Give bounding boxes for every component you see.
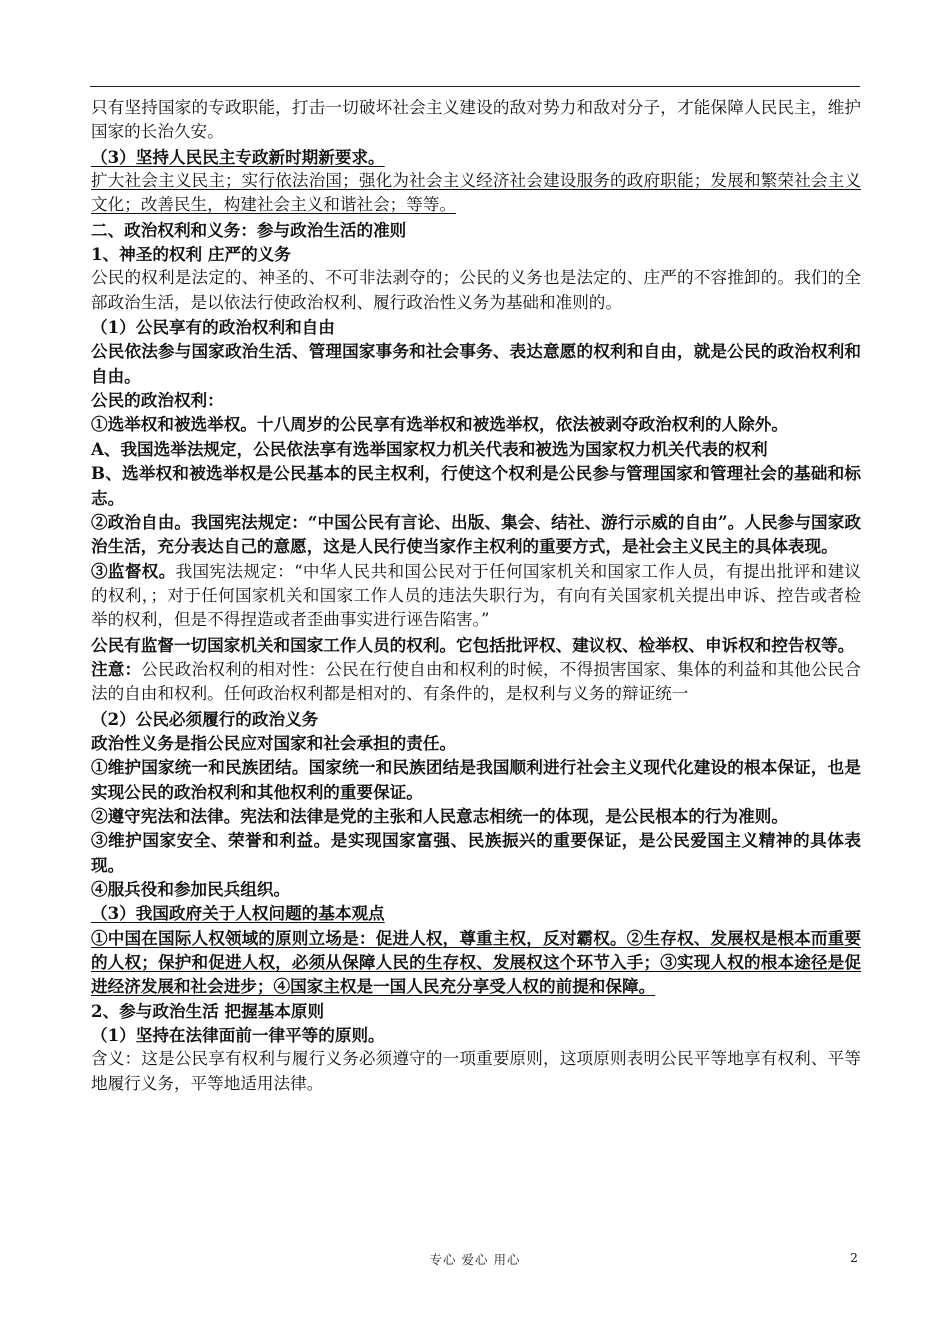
paragraph: [91, 633, 861, 657]
paragraph: [91, 877, 861, 901]
paragraph: [91, 510, 861, 559]
paragraph-text: ②政治自由。我国宪法规定：“中国公民有言论、出版、集会、结社、游行示威的自由”。人民参与国家政治生活，充分表达自己的意愿，这是人民行使当家作主权利的重要方式，是社会主义民主的具体表现。: [91, 511, 861, 557]
paragraph: [91, 242, 861, 266]
paragraph: [91, 388, 861, 412]
paragraph-lead: 注意：: [91, 658, 142, 679]
paragraph-text: ②遵守宪法和法律。宪法和法律是党的主张和人民意志相统一的体现，是公民根本的行为准则。: [91, 805, 788, 826]
paragraph-text: 二、政治权利和义务：参与政治生活的准则: [91, 219, 407, 240]
paragraph: [91, 804, 861, 828]
paragraph: [91, 169, 861, 218]
paragraph: [91, 437, 861, 461]
paragraph: [91, 218, 861, 242]
paragraph-text: 我国宪法规定：“中华人民共和国公民对于任何国家机关和国家工作人员，有提出批评和建议的权利，；对于任何国家机关和国家工作人员的违法失职行为，有向有关国家机关提出申诉、控告或者检举的权利，但是不得捏造或者歪曲事实进行诬告陷害。”: [91, 561, 862, 630]
paragraph-text: ③维护国家安全、荣誉和利益。是实现国家富强、民族振兴的重要保证，是公民爱国主义精神的具体表现。: [91, 830, 861, 875]
paragraph: [91, 901, 861, 925]
paragraph-text: ①中国在国际人权领域的原则立场是：促进人权，尊重主权，反对霸权。②生存权、发展权是根本而重要的人权；保护和促进人权，必须从保障人民的生存权、发展权这个环节入手；③实现人权的根本途径是促进经济发展和社会进步；④国家主权是一国人民充分享受人权的前提和保障。: [91, 927, 861, 997]
paragraph: [91, 315, 861, 339]
paragraph: [91, 461, 861, 510]
paragraph: [91, 266, 861, 315]
paragraph: [91, 145, 861, 169]
paragraph-text: 1、神圣的权利 庄严的义务: [91, 244, 291, 265]
paragraph: [91, 657, 861, 707]
paragraph-text: 只有坚持国家的专政职能，打击一切破坏社会主义建设的敌对势力和敌对分子，才能保障人民民主，维护国家的长治久安。: [91, 98, 861, 142]
paragraph-text: 公民有监督一切国家机关和国家工作人员的权利。它包括批评权、建议权、检举权、申诉权和控告权等。: [91, 634, 855, 655]
paragraph-text: （3）坚持人民民主专政新时期新要求。: [91, 146, 385, 167]
document-body: [91, 96, 861, 1096]
paragraph: [91, 755, 861, 804]
paragraph-text: 2、参与政治生活 把握基本原则: [91, 1000, 325, 1021]
paragraph-lead: ③监督权。: [91, 560, 176, 581]
paragraph: [91, 828, 861, 877]
paragraph: [91, 999, 861, 1023]
paragraph: [91, 731, 861, 755]
paragraph-text: （3）我国政府关于人权问题的基本观点: [91, 903, 385, 924]
paragraph: [91, 559, 861, 633]
paragraph: [91, 1023, 861, 1047]
header-rule: [90, 86, 860, 87]
paragraph-text: B、选举权和被选举权是公民基本的民主权利，行使这个权利是公民参与管理国家和管理社会的基础和标志。: [91, 463, 861, 508]
paragraph-text: ④服兵役和参加民兵组织。: [91, 879, 291, 899]
paragraph-text: 公民的权利是法定的、神圣的、不可非法剥夺的；公民的义务也是法定的、庄严的不容推卸的。我们的全部政治生活，是以依法行使政治权利、履行政治性义务为基础和准则的。: [91, 268, 861, 312]
paragraph-text: 扩大社会主义民主；实行依法治国；强化为社会主义经济社会建设服务的政府职能；发展和繁荣社会主义文化；改善民生，构建社会主义和谐社会；等等。: [91, 171, 861, 215]
paragraph-text: 公民政治权利的相对性：公民在行使自由和权利的时候，不得损害国家、集体的利益和其他公民合法的自由和权利。任何政治权利都是相对的、有条件的，是权利与义务的辩证统一: [91, 659, 862, 704]
paragraph-text: 公民依法参与国家政治生活、管理国家事务和社会事务、表达意愿的权利和自由，就是公民的政治权利和自由。: [91, 341, 861, 386]
paragraph-text: （1）坚持在法律面前一律平等的原则。: [91, 1025, 385, 1046]
paragraph-text: ①维护国家统一和民族团结。国家统一和民族团结是我国顺利进行社会主义现代化建设的根本保证，也是实现公民的政治权利和其他权利的重要保证。: [91, 757, 861, 802]
paragraph-text: （1）公民享有的政治权利和自由: [91, 317, 335, 338]
paragraph-text: 公民的政治权利：: [91, 390, 224, 411]
paragraph: [91, 339, 861, 388]
paragraph-text: 政治性义务是指公民应对国家和社会承担的责任。: [91, 732, 457, 753]
footer-motto: 专心 爱心 用心: [429, 1252, 521, 1267]
paragraph: [91, 1047, 861, 1096]
page-number: 2: [850, 1250, 858, 1265]
paragraph-text: ①选举权和被选举权。十八周岁的公民享有选举权和被选举权，依法被剥夺政治权利的人除外。: [91, 414, 788, 435]
paragraph: [91, 96, 861, 145]
paragraph: [91, 707, 861, 731]
paragraph-text: A、我国选举法规定，公民依法享有选举国家权力机关代表和被选为国家权力机关代表的权利: [91, 438, 768, 459]
paragraph: [91, 412, 861, 436]
paragraph: [91, 926, 861, 999]
page-footer: [0, 1250, 950, 1270]
paragraph-text: （2）公民必须履行的政治义务: [91, 708, 319, 729]
paragraph-text: 含义：这是公民享有权利与履行义务必须遵守的一项重要原则，这项原则表明公民平等地享有权利、平等地履行义务，平等地适用法律。: [91, 1049, 861, 1093]
